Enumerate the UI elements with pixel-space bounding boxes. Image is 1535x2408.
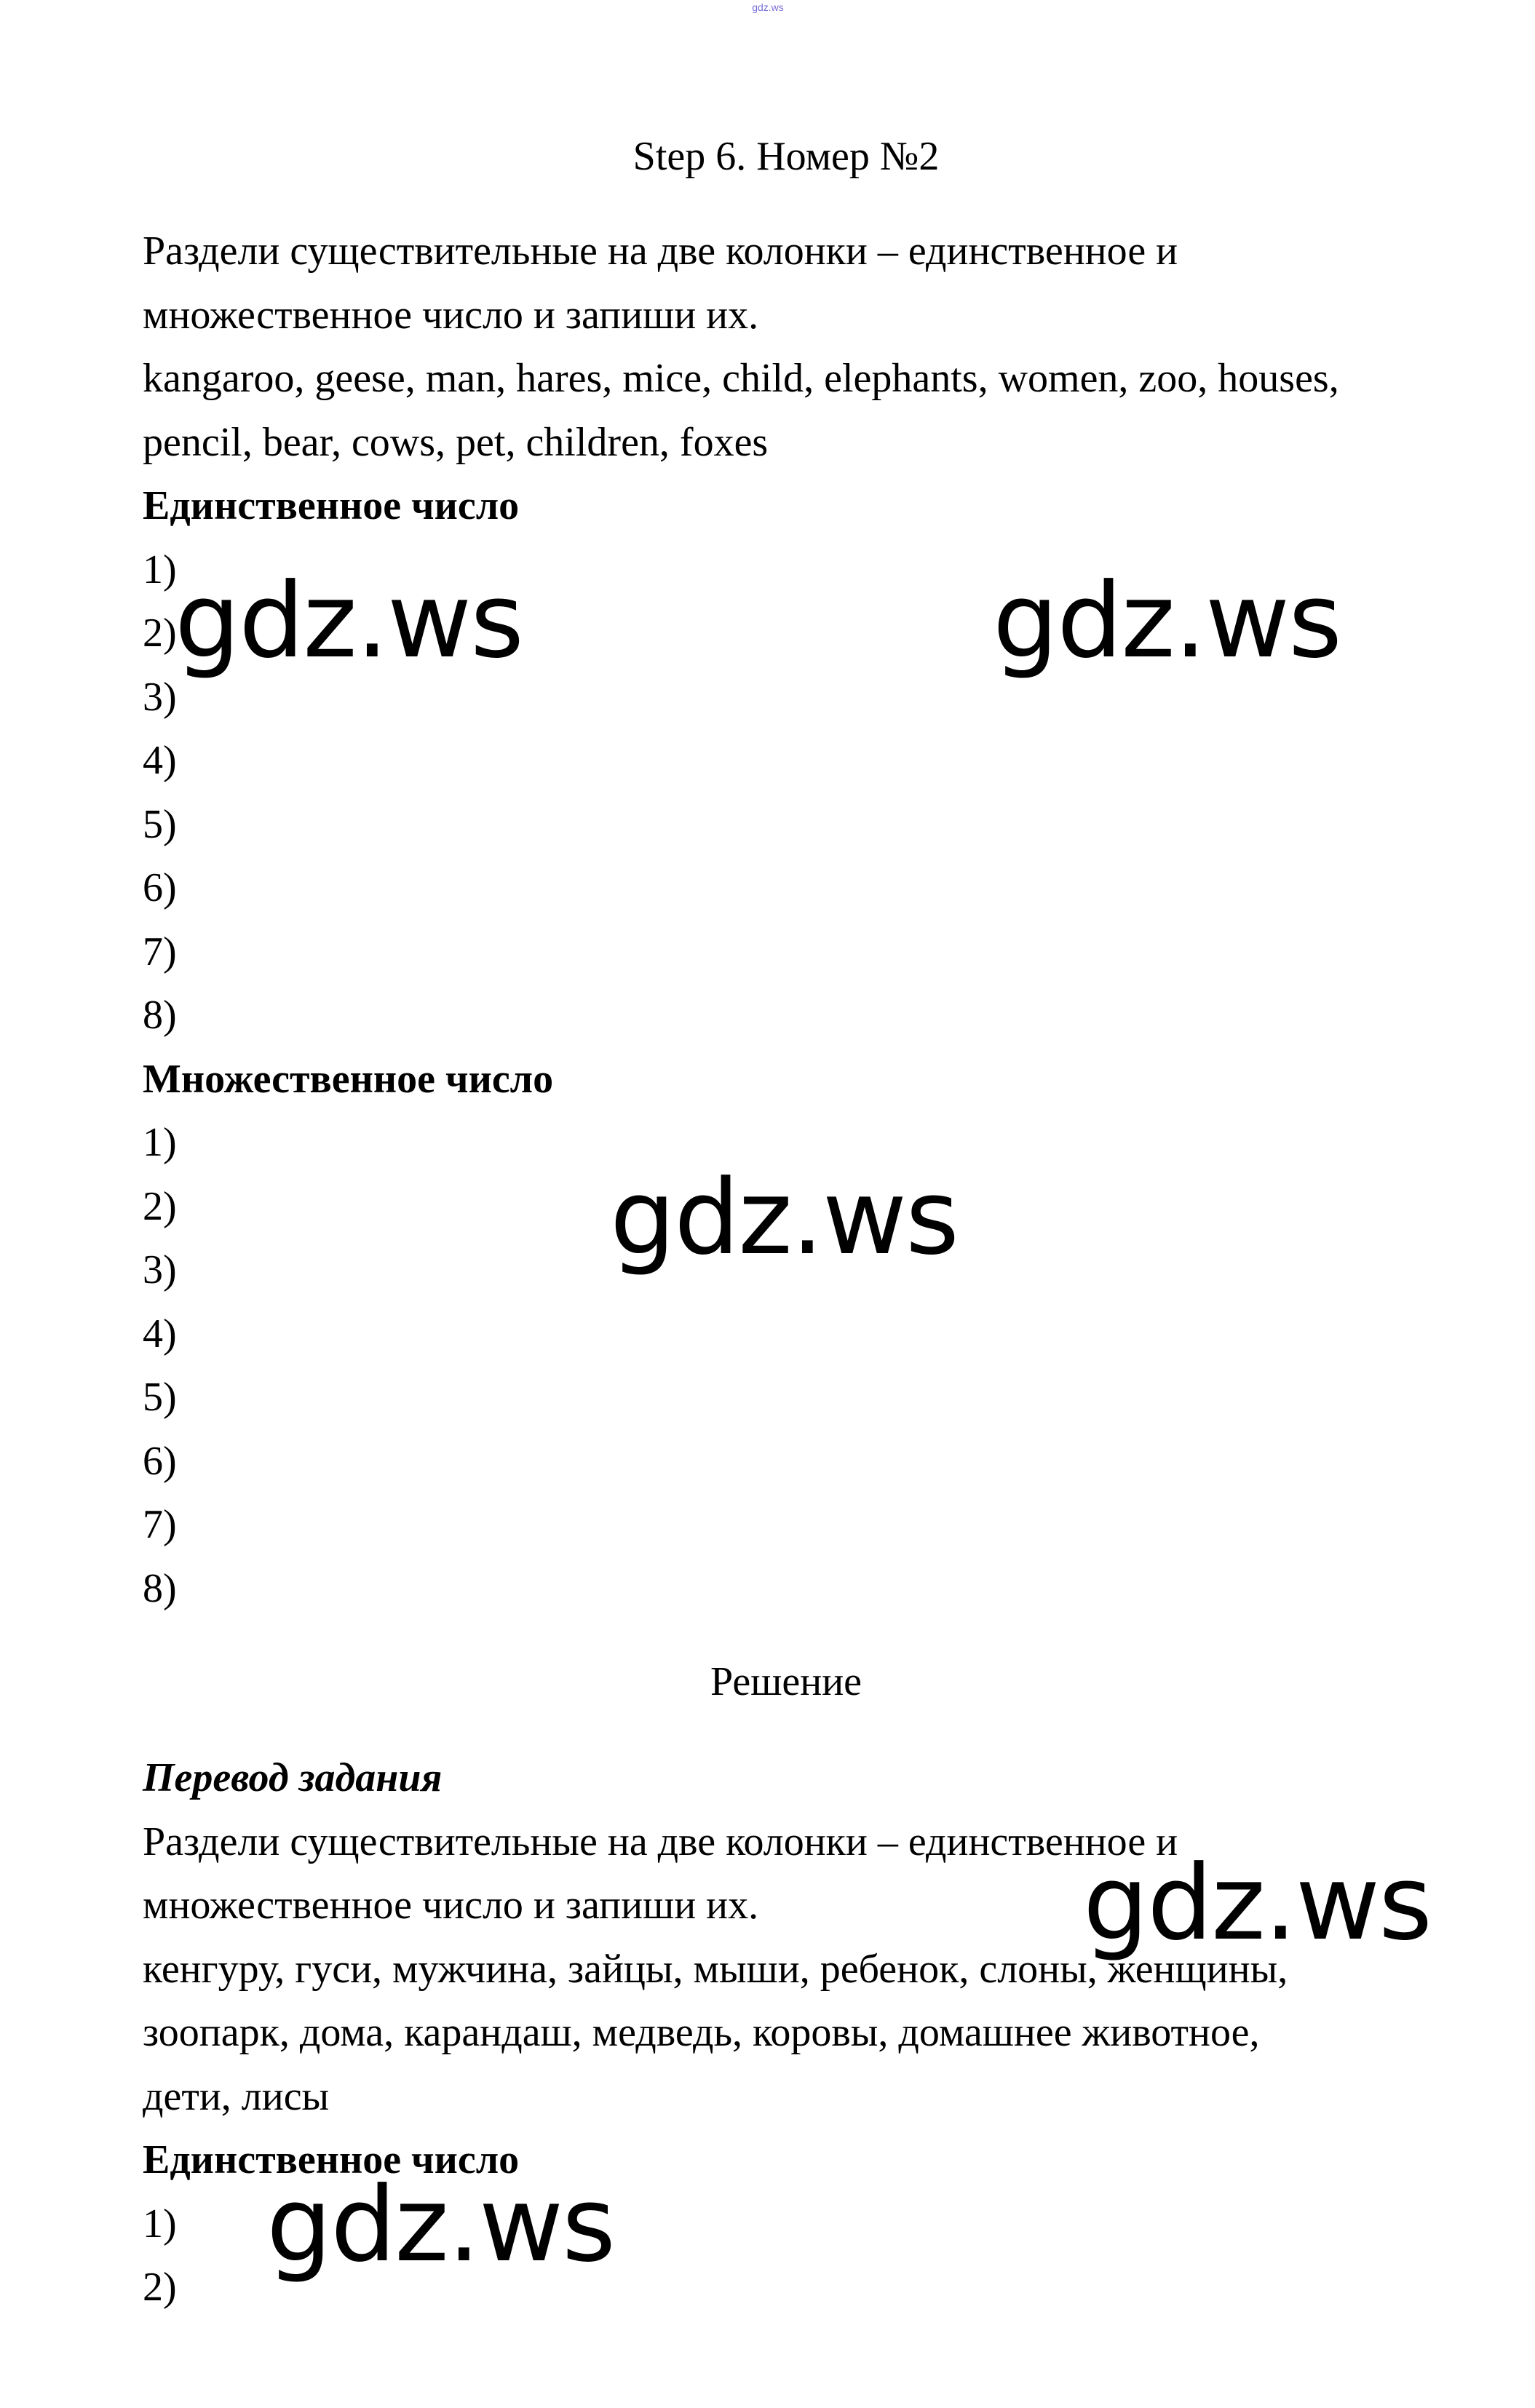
list-item: 5) — [143, 1375, 177, 1420]
watermark: gdz.ws — [993, 561, 1341, 681]
solution-heading: Решение — [710, 1659, 862, 1704]
top-watermark-small: gdz.ws — [752, 1, 784, 13]
list-item: 7) — [143, 1502, 177, 1547]
task-instruction-line-1: Раздели существительные на две колонки – единственное и — [143, 229, 1178, 274]
solution-words-line-3: дети, лисы — [143, 2073, 330, 2119]
solution-instruction-line-2: множественное число и запиши их. — [143, 1883, 759, 1928]
list-item: 4) — [143, 1311, 177, 1356]
list-item: 1) — [143, 547, 177, 592]
plural-heading: Множественное число — [143, 1056, 554, 1102]
solution-singular-heading: Единственное число — [143, 2137, 520, 2182]
list-item: 2) — [143, 611, 177, 656]
list-item: 2) — [143, 1183, 177, 1229]
list-item: 1) — [143, 2201, 177, 2246]
list-item: 8) — [143, 993, 177, 1038]
task-words-line-1: kangaroo, geese, man, hares, mice, child, elephants, women, zoo, houses, — [143, 356, 1339, 401]
watermark: gdz.ws — [1083, 1843, 1432, 1963]
list-item: 6) — [143, 1438, 177, 1484]
list-item: 6) — [143, 865, 177, 910]
solution-words-line-2: зоопарк, дома, карандаш, медведь, коровы, домашнее животное, — [143, 2010, 1260, 2055]
task-text — [143, 220, 1424, 1621]
singular-heading: Единственное число — [143, 483, 520, 528]
watermark: gdz.ws — [610, 1158, 959, 1278]
list-item: 3) — [143, 674, 177, 720]
task-words-line-2: pencil, bear, cows, pet, children, foxes — [143, 419, 769, 465]
solution-instruction-line-1: Раздели существительные на две колонки – единственное и — [143, 1819, 1178, 1864]
list-item: 5) — [143, 801, 177, 847]
page-title: Step 6. Номер №2 — [632, 134, 940, 179]
list-item: 1) — [143, 1120, 177, 1165]
list-item: 4) — [143, 738, 177, 783]
solution-section — [143, 1650, 1424, 1714]
watermark: gdz.ws — [175, 561, 523, 681]
list-item: 7) — [143, 929, 177, 974]
watermark: gdz.ws — [266, 2165, 615, 2285]
list-item: 3) — [143, 1247, 177, 1292]
task-instruction-line-2: множественное число и запиши их. — [143, 292, 759, 338]
solution-words-line-1: кенгуру, гуси, мужчина, зайцы, мыши, ребенок, слоны, женщины, — [143, 1946, 1288, 1992]
list-item: 2) — [143, 2265, 177, 2310]
translation-heading: Перевод задания — [143, 1755, 443, 1800]
list-item: 8) — [143, 1565, 177, 1611]
